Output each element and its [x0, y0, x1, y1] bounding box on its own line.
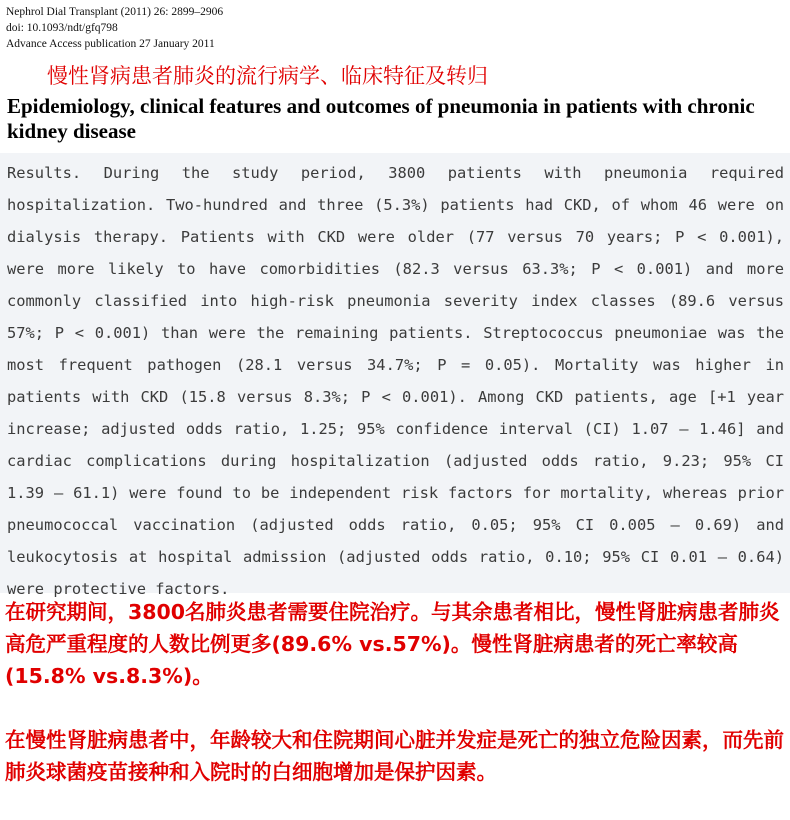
chinese-summary-paragraph-1: 在研究期间，3800名肺炎患者需要住院治疗。与其余患者相比，慢性肾脏病患者肺炎高危严重程度的人数比例更多(89.6% vs.57%)。慢性肾脏病患者的死亡率较高(15.8% vs.8.3%)。	[5, 600, 780, 688]
citation-block	[6, 4, 223, 52]
doi-line: doi: 10.1093/ndt/gfq798	[6, 22, 118, 34]
advance-access-line: Advance Access publication 27 January 2011	[6, 38, 215, 50]
chinese-summary-paragraph-2: 在慢性肾脏病患者中，年龄较大和住院期间心脏并发症是死亡的独立危险因素，而先前肺炎球菌疫苗接种和入院时的白细胞增加是保护因素。	[5, 728, 784, 784]
chinese-summary	[5, 596, 787, 820]
english-title: Epidemiology, clinical features and outcomes of pneumonia in patients with chronic kidney disease	[7, 94, 755, 143]
abstract-results-text: Results. During the study period, 3800 patients with pneumonia required hospitalization. Two-hundred and three (5.3%) patients had CKD, of whom 46 were on dialysis therapy. Patients with CKD were older (77 versus 70 years; P < 0.001), were more likely to have comorbidities (82.3 versus 63.3%; P < 0.001) and more commonly classified into high-risk pneumonia severity index classes (89.6 versus 57%; P < 0.001) than were the remaining patients. Streptococcus pneumoniae was the most frequent pathogen (28.1 versus 34.7%; P = 0.05). Mortality was higher in patients with CKD (15.8 versus 8.3%; P < 0.001). Among CKD patients, age [+1 year increase; adjusted odds ratio, 1.25; 95% confidence interval (CI) 1.07 – 1.46] and cardiac complications during hospitalization (adjusted odds ratio, 9.23; 95% CI 1.39 – 61.1) were found to be independent risk factors for mortality, whereas prior pneumococcal vaccination (adjusted odds ratio, 0.05; 95% CI 0.005 – 0.69) and leukocytosis at hospital admission (adjusted odds ratio, 0.10; 95% CI 0.01 – 0.64) were protective factors.	[7, 164, 784, 598]
journal-citation: Nephrol Dial Transplant (2011) 26: 2899–2906	[6, 6, 224, 18]
chinese-title: 慢性肾病患者肺炎的流行病学、临床特征及转归	[47, 64, 488, 88]
abstract-results-block	[0, 153, 790, 598]
